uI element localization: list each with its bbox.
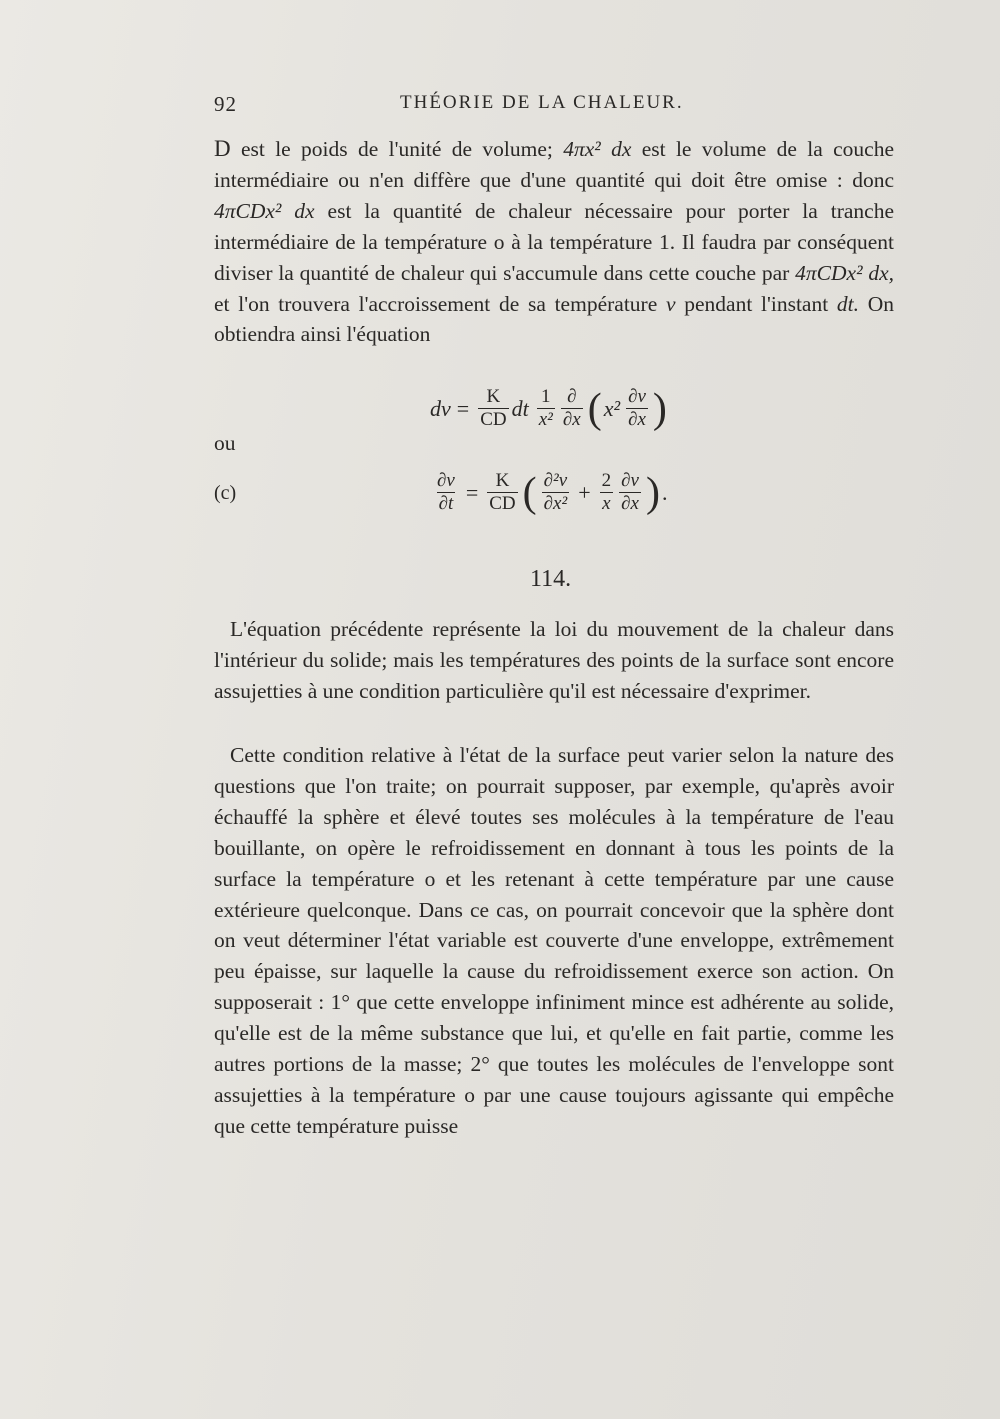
page-header (214, 92, 890, 122)
eq1-k: K (486, 386, 501, 407)
paragraph-1-text-6: On obtiendra ainsi l'équation (214, 291, 895, 347)
eq2-dx2: ∂x² (543, 493, 568, 514)
eq2-right-paren: ) (645, 469, 660, 516)
eq2-k: K (495, 470, 510, 491)
eq1-right-paren: ) (652, 385, 667, 432)
paragraph-2 (214, 614, 894, 707)
eq1-frac-dv-dx (626, 386, 648, 431)
eq2-plus: + (578, 479, 591, 505)
eq2-d2v: ∂²v (543, 470, 568, 491)
eq2-frac-dv-dx (619, 470, 641, 515)
eq1-frac-d-dx (561, 386, 583, 431)
eq1-d: ∂ (567, 386, 577, 407)
paragraph-1-text-5: pendant l'instant (684, 291, 829, 316)
eq2-frac-dv-dt (435, 470, 457, 515)
equation-2 (214, 470, 894, 530)
paragraph-1-text-1: est le poids de l'unité de volume; (240, 137, 553, 161)
eq1-dt: dt (511, 395, 529, 421)
eq1-one: 1 (541, 386, 551, 407)
running-title: THÉORIE DE LA CHALEUR. (400, 92, 684, 113)
equation-1-body (430, 386, 669, 431)
eq1-dx: ∂x (562, 409, 581, 430)
eq1-dx-2: ∂x (628, 409, 646, 430)
eq1-frac-k-cd (478, 386, 508, 431)
eq1-x2: x² (538, 409, 553, 430)
or-line (214, 428, 894, 459)
eq2-left-paren: ( (522, 469, 537, 516)
equation-2-body (432, 470, 667, 515)
eq1-equals: = (456, 395, 470, 421)
page-number: 92 (214, 92, 237, 116)
paragraph-1 (214, 134, 894, 350)
eq2-dt: ∂t (438, 493, 454, 514)
eq2-dx: ∂x (621, 493, 639, 514)
paragraph-3: Cette condition relative à l'état de la surface peut varier selon la nature des questions que l'on traite; on pourrait supposer, par exemple, qu'après avoir échauffé la sphère et élevé toutes ses molécules à la température de l'eau bouillante, on opère le refroidissement en donnant à tous les points de la surface la température o et les retenant à cette température par une cause extérieure quelconque. Dans ce cas, on pourrait concevoir que la sphère dont on veut déterminer l'état variable est couverte d'une enveloppe, extrêmement peu épaisse, sur laquelle la cause du refroidissement exerce son action. On supposerait : 1° que cette enveloppe infiniment mince est adhérente au solide, qu'elle est de la même substance que lui, et qu'elle en fait partie, comme les autres portions de la masse; 2° que toutes les molécules de l'enveloppe sont assujetties à la température o par une cause toujours agissante qui empêche que cette température puisse (214, 743, 894, 1138)
inline-math-1: 4πx² dx (563, 137, 632, 161)
equation-label-c: (c) (214, 482, 237, 504)
inline-math-4: v (665, 291, 676, 316)
eq2-two: 2 (601, 470, 612, 491)
paragraph-1-text-3: est la quantité de chaleur nécessaire pour porter la tranche intermédiaire de la température o à la température 1. Il faudra par conséquent diviser la quantité de chaleur qui s'accumule dans cette couche par (214, 198, 895, 285)
eq2-frac-2-x (600, 470, 614, 515)
paragraph-1-text-2: est le volume de la couche intermédiaire ou n'en diffère que d'une quantité qui doit être omise : donc (214, 137, 895, 192)
or-word: ou (214, 431, 236, 455)
eq2-equals: = (465, 479, 479, 505)
eq2-x: x (602, 493, 611, 514)
eq1-x2b: x² (603, 395, 621, 421)
eq2-frac-d2v-dx2 (542, 470, 570, 515)
eq2-dv2: ∂v (621, 470, 639, 491)
eq1-cd: CD (480, 409, 507, 430)
eq1-lhs: dv (430, 395, 451, 421)
eq1-frac-1-x2 (537, 386, 555, 431)
section-number: 114. (530, 566, 572, 592)
inline-math-3: 4πCDx² dx, (795, 260, 894, 285)
eq1-dv: ∂v (628, 386, 646, 407)
eq2-period: . (661, 479, 668, 505)
eq1-left-paren: ( (587, 385, 602, 432)
eq2-dv: ∂v (437, 470, 455, 491)
inline-math-5: dt. (836, 291, 860, 316)
paragraph-1-text-4: et l'on trouvera l'accroissement de sa température (214, 291, 658, 316)
inline-math-2: 4πCDx² dx (214, 198, 315, 223)
eq2-cd: CD (489, 493, 516, 514)
eq2-frac-k-cd (487, 470, 517, 515)
paragraph-2-text: L'équation précédente représente la loi du mouvement de la chaleur dans l'intérieur du solide; mais les températures des points de la surface sont encore assujetties à une condition particulière qu'il est nécessaire d'exprimer. (214, 617, 894, 703)
density-symbol: D (214, 136, 231, 161)
